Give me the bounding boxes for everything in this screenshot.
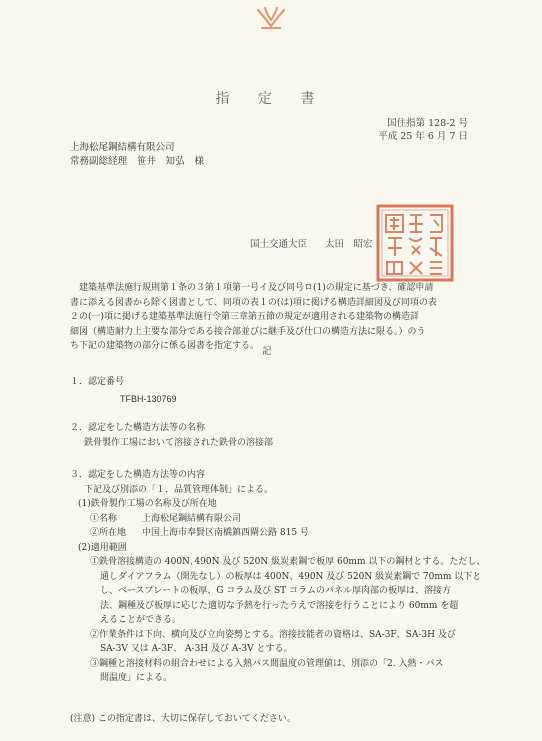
body-line: 建築基準法施行規則第１条の３第１項第一号イ及び同号ロ(1)の規定に基づき、確認申請 bbox=[79, 283, 434, 293]
factory-name-label: ①名称 bbox=[90, 513, 118, 524]
official-seal bbox=[376, 204, 454, 282]
body-line: 書に添える図書から除く図書として、同項の表１の(は)項に掲げる構造詳細図及び同項の表 bbox=[70, 297, 437, 308]
section-2-heading: ２．認定をした構造方法等の名称 bbox=[70, 423, 206, 433]
document-title: 指 定 書 bbox=[215, 91, 327, 107]
section-2-value: 鉄骨製作工場において溶接された鉄骨の溶接部 bbox=[84, 437, 274, 448]
footer-note: (注意) この指定書は、大切に保存しておいてください。 bbox=[70, 714, 296, 724]
section-3-1-heading: (1)鉄骨製作工場の名称及び所在地 bbox=[78, 499, 217, 509]
scope-1-line: 通しダイアフラム（開先なし）の板厚は 400N、490N 及び 520N 級炭素鋼で 70mm 以下と bbox=[100, 571, 482, 582]
scope-item-2 bbox=[70, 628, 490, 657]
scope-2-line: ②作業条件は下向、横向及び立向姿勢とする。溶接技能者の資格は、SA-3F、SA-3H 及び bbox=[90, 629, 456, 640]
section-3-2-heading: (2)適用範囲 bbox=[78, 542, 127, 553]
document-number: 国住指第 128-2 号 bbox=[387, 118, 468, 129]
section-1 bbox=[70, 375, 177, 406]
issuer-line bbox=[250, 236, 391, 250]
body-line: ち下記の建築物の部分に係る図書を指定する。 bbox=[70, 341, 260, 351]
factory-location-label: ②所在地 bbox=[90, 528, 127, 538]
section-3 bbox=[70, 468, 490, 686]
recipient-company: 上海松尾鋼結構有限公司 bbox=[70, 142, 175, 153]
scope-item-1 bbox=[70, 555, 490, 628]
recipient-name-line bbox=[70, 155, 214, 169]
factory-location-row bbox=[70, 526, 490, 541]
scope-item-3 bbox=[70, 657, 490, 686]
factory-name-value: 上海松尾鋼結構有限公司 bbox=[142, 513, 242, 524]
issuer-org: 国土交通大臣 bbox=[250, 239, 308, 250]
scope-3-line: 間温度」による。 bbox=[100, 673, 173, 683]
recipient-honorific: 様 bbox=[194, 156, 205, 167]
recipient-block bbox=[70, 141, 214, 169]
section-3-heading: ３．認定をした構造方法等の内容 bbox=[70, 470, 206, 480]
scope-1-line: し、ベースプレートの板厚、G コラム及び ST コラムのパネル厚肉部の板厚は、溶接方 bbox=[100, 586, 451, 596]
section-1-heading: １．認定番号 bbox=[70, 377, 125, 387]
scope-3-line: ③鋼種と溶接材料の組合わせによる入熱パス間温度の管理値は、別添の「2. 入熱・パス bbox=[90, 658, 444, 669]
scope-1-line: えることができる。 bbox=[100, 615, 182, 625]
recipient-name: 笹井 知弘 bbox=[137, 156, 185, 167]
body-paragraph bbox=[70, 281, 480, 354]
document-number-block bbox=[378, 117, 468, 143]
government-emblem-icon bbox=[252, 4, 290, 34]
ki-heading: 記 bbox=[262, 346, 272, 357]
scope-1-line: 法、鋼種及び板厚に応じた適切な予熱を行ったうえで溶接を行うことにより 60mm を超 bbox=[100, 600, 459, 611]
document-date: 平成 25 年 6 月 7 日 bbox=[378, 131, 468, 142]
body-line: ２の(一)項に掲げる建築基準法施行令第三章第五節の規定が適用される建築物の構造詳 bbox=[70, 312, 420, 322]
factory-location-value: 中国上海市奉賢区南橋鎮西閘公路 815 号 bbox=[142, 528, 309, 538]
scope-1-line: ①鉄骨溶接構造の 400N､490N 及び 520N 級炭素鋼で板厚 60mm 以下の鋼材とする。ただし、 bbox=[90, 557, 486, 567]
scope-2-line: SA-3V 又は A-3F、 A-3H 及び A-3V とする。 bbox=[100, 644, 293, 654]
body-line: 細図（構造耐力上主要な部分である接合部並びに継手及び仕口の構造方法に限る。）のう bbox=[70, 326, 426, 337]
section-3-line: 下記及び別添の「１．品質管理体制」による。 bbox=[84, 484, 274, 495]
issuer-name: 太田 昭宏 bbox=[325, 239, 373, 250]
factory-name-row bbox=[70, 512, 490, 527]
recipient-title: 常務副総経理 bbox=[70, 156, 128, 167]
certification-number: TFBH-130769 bbox=[120, 393, 177, 404]
section-2 bbox=[70, 421, 273, 450]
